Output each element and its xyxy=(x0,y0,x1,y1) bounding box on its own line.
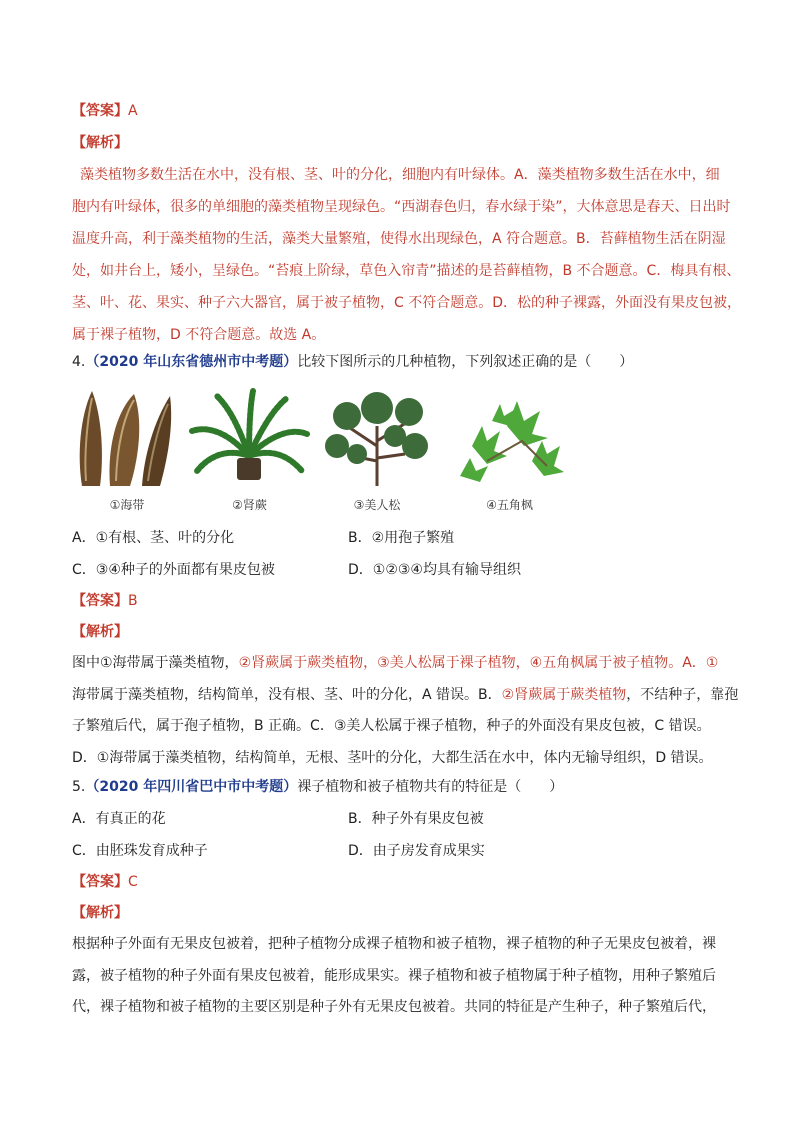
option-a: A．①有根、茎、叶的分化 xyxy=(72,530,235,546)
q4-options-row1 xyxy=(72,528,722,548)
q4-analysis-line: D．①海带属于藻类植物，结构简单，无根、茎叶的分化，大都生活在水中，体内无输导组织，D 错误。 xyxy=(72,750,713,766)
option-a: A．有真正的花 xyxy=(72,811,166,827)
answer-tag: 【答案】 xyxy=(72,874,128,890)
question-number: 4. xyxy=(72,354,86,370)
analysis-highlight: ②肾蕨属于蕨类植物 xyxy=(501,687,627,703)
q4-analysis-line xyxy=(72,685,739,705)
analysis-tag: 【解析】 xyxy=(72,135,128,151)
question-number: 5. xyxy=(72,779,86,795)
figure-pine xyxy=(317,386,427,516)
pine-image xyxy=(317,386,437,491)
figure-caption: ③美人松 xyxy=(353,498,401,512)
q4-options-row2 xyxy=(72,560,722,580)
q3-analysis-line: 茎、叶、花、果实、种子六大器官，属于被子植物，C 不符合题意。D．松的种子裸露，外面没有果皮包被， xyxy=(72,295,742,311)
q5-analysis-line: 露，被子植物的种子外面有果皮包被着，能形成果实。裸子植物和被子植物属于种子植物，用种子繁殖后 xyxy=(72,968,716,984)
answer-tag: 【答案】 xyxy=(72,103,128,119)
fern-image xyxy=(187,386,312,491)
answer-value: A xyxy=(128,103,138,119)
q3-analysis-tag xyxy=(72,133,722,153)
option-b: B．种子外有果皮包被 xyxy=(348,811,484,827)
kelp-image xyxy=(72,386,182,491)
analysis-highlight: ②肾蕨属于蕨类植物，③美人松属于裸子植物，④五角枫属于被子植物。A．① xyxy=(238,655,719,671)
option-c: C．③④种子的外面都有果皮包被 xyxy=(72,562,275,578)
question-stem: 裸子植物和被子植物共有的特征是（ ） xyxy=(297,779,564,795)
analysis-text: 海带属于藻类植物，结构简单，没有根、茎、叶的分化，A 错误。B． xyxy=(72,687,502,703)
figure-maple xyxy=(452,386,562,516)
q5-answer-line xyxy=(72,872,722,892)
figure-fern xyxy=(187,386,297,516)
q4-analysis-line xyxy=(72,653,722,673)
q3-analysis-line: 胞内有叶绿体，很多的单细胞的藻类植物呈现绿色。“西湖春色归，春水绿于染”，大体意思是春天、日出时 xyxy=(72,199,731,215)
analysis-text: ，不结种子，靠孢 xyxy=(626,687,739,703)
q4-answer-line xyxy=(72,591,722,611)
analysis-tag: 【解析】 xyxy=(72,905,128,921)
q3-analysis-line: 处，如井台上，矮小，呈绿色。“苔痕上阶绿，草色入帘青”描述的是苔藓植物，B 不合题意。C．梅具有根、 xyxy=(72,263,741,279)
q3-analysis-line: 属于裸子植物，D 不符合题意。故选 A。 xyxy=(72,327,326,343)
answer-value: C xyxy=(128,874,138,890)
q5-options-row1 xyxy=(72,809,722,829)
q5-analysis-line: 代，裸子植物和被子植物的主要区别是种子外有无果皮包被着。共同的特征是产生种子，种子繁殖后代， xyxy=(72,999,716,1015)
figure-caption: ①海带 xyxy=(109,498,145,512)
figure-kelp xyxy=(72,386,182,516)
question-stem: 比较下图所示的几种植物，下列叙述正确的是（ ） xyxy=(297,354,634,370)
answer-value: B xyxy=(128,593,138,609)
q5-options-row2 xyxy=(72,841,722,861)
q4-stem xyxy=(72,352,722,372)
question-source: （2020 年山东省德州市中考题） xyxy=(85,354,298,370)
q5-analysis-line: 根据种子外面有无果皮包被着，把种子植物分成裸子植物和被子植物，裸子植物的种子无果皮包被着，裸 xyxy=(72,936,716,952)
analysis-tag: 【解析】 xyxy=(72,624,128,640)
figure-caption: ②肾蕨 xyxy=(232,498,267,512)
analysis-text: 图中①海带属于藻类植物， xyxy=(72,655,239,671)
answer-tag: 【答案】 xyxy=(72,593,128,609)
option-c: C．由胚珠发育成种子 xyxy=(72,843,208,859)
q4-analysis-line: 子繁殖后代，属于孢子植物，B 正确。C．③美人松属于裸子植物，种子的外面没有果皮包被，C 错误。 xyxy=(72,718,711,734)
option-d: D．①②③④均具有输导组织 xyxy=(348,562,521,578)
q3-answer-line xyxy=(72,101,722,121)
q5-analysis-tag xyxy=(72,903,722,923)
option-d: D．由子房发育成果实 xyxy=(348,843,485,859)
q3-analysis-line: 藻类植物多数生活在水中，没有根、茎、叶的分化，细胞内有叶绿体。A．藻类植物多数生活在水中，细 xyxy=(80,167,720,183)
q3-analysis-line: 温度升高，利于藻类植物的生活，藻类大量繁殖，使得水出现绿色，A 符合题意。B．苔藓植物生活在阴湿 xyxy=(72,231,726,247)
maple-image xyxy=(452,386,567,491)
option-b: B．②用孢子繁殖 xyxy=(348,530,455,546)
q5-stem xyxy=(72,777,722,797)
q4-analysis-tag xyxy=(72,622,722,642)
plant-figures xyxy=(72,386,582,516)
question-source: （2020 年四川省巴中市中考题） xyxy=(85,779,298,795)
figure-caption: ④五角枫 xyxy=(486,498,533,512)
